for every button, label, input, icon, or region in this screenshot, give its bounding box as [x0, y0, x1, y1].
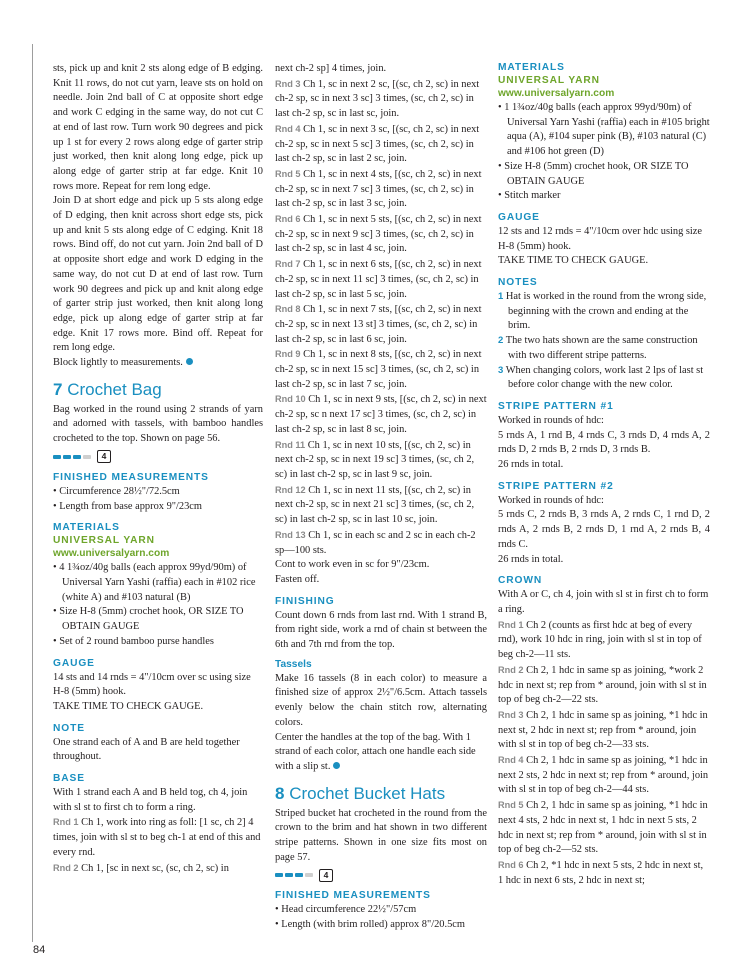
- intro-text: Striped bucket hat crocheted in the round from the crown to the brim and hat shown in two different stripe patterns. Shown in one size fits most on page 57.: [275, 807, 487, 863]
- round-text: Ch 1, sc in next 11 sts, [(sc, ch 2, sc) in next ch-2 sp, sc in next 21 sc] 3 times, (sc, ch 2, sc) in last ch-2 sp, sc in last 10 sc, join.: [275, 484, 475, 526]
- list-item: • Head circumference 22½"/57cm: [275, 904, 417, 916]
- skill-bar-icon: [83, 455, 91, 459]
- brand-name: UNIVERSAL YARN: [53, 535, 155, 547]
- round-list: [275, 77, 487, 559]
- list-item: • Length from base approx 9"/23cm: [53, 500, 202, 512]
- skill-bar-icon: [295, 873, 303, 877]
- note-number: 3: [498, 364, 504, 376]
- paragraph: 5 rnds C, 2 rnds B, 3 rnds A, 2 rnds C, 1 rnd D, 2 rnds A, 2 rnds B, 2 rnds D, 1 rnd A, 2 rnds B, 4 rnds C.: [498, 509, 710, 550]
- skill-bar-icon: [275, 873, 283, 877]
- brand-url: www.universalyarn.com: [53, 548, 170, 560]
- gauge-check: TAKE TIME TO CHECK GAUGE.: [498, 255, 649, 267]
- gauge-check: TAKE TIME TO CHECK GAUGE.: [53, 700, 204, 712]
- round-label: Rnd 1: [498, 619, 524, 630]
- gauge-text: 12 sts and 12 rnds = 4"/10cm over hdc using size H-8 (5mm) hook.: [498, 225, 703, 252]
- heading-finished-measurements: FINISHED MEASUREMENTS: [53, 471, 209, 483]
- list-item: • Stitch marker: [498, 190, 561, 202]
- paragraph: next ch-2 sp] 4 times, join.: [275, 63, 387, 74]
- list-item: • Size H-8 (5mm) crochet hook, OR SIZE TO OBTAIN GAUGE: [53, 606, 244, 633]
- yarn-weight-icon: 4: [97, 450, 111, 463]
- round-label: Rnd 6: [498, 859, 524, 870]
- round-text: Ch 2, 1 hdc in same sp as joining, *1 hdc in next 2 sts, 2 hdc in next st; rep from * around, join with sl st in top of beg ch-2—44 sts.: [498, 755, 709, 796]
- page-border-line: [32, 44, 33, 942]
- round-label: Rnd 9: [275, 349, 301, 360]
- section-title-bucket-hats: 8 Crochet Bucket Hats: [275, 783, 446, 803]
- section-title-crochet-bag: 7 Crochet Bag: [53, 379, 162, 399]
- yarn-weight-icon: 4: [319, 869, 333, 882]
- round-text: Ch 2, *1 hdc in next 5 sts, 2 hdc in next st, 1 hdc in next 6 sts, 2 hdc in next st;: [498, 859, 704, 886]
- skill-level-indicator: [275, 868, 487, 882]
- round-instruction: [275, 167, 487, 212]
- list-item: • Set of 2 round bamboo purse handles: [53, 635, 214, 647]
- heading-note: NOTE: [53, 722, 85, 734]
- note-text: When changing colors, work last 2 lps of last st before color change with the new color.: [505, 364, 704, 391]
- round-text: Ch 1, sc in next 4 sts, [(sc, ch 2, sc) in next ch-2 sp, sc in next 7 sc] 3 times, (sc, ch 2, sc) in last ch-2 sp, sc in last 3 sc, join.: [275, 168, 482, 210]
- round-text: Ch 2 (counts as first hdc at beg of every rnd), work 10 hdc in ring, join with sl st in top of beg ch-2—11 sts.: [498, 619, 702, 661]
- paragraph: Cont to work even in sc for 9"/23cm.: [275, 559, 430, 571]
- end-of-pattern-icon: [333, 762, 340, 769]
- round-label: Rnd 5: [275, 168, 301, 179]
- round-text: Ch 2, 1 hdc in same sp as joining, *1 hdc in next 4 sts, 2 hdc in next st, 1 hdc in next 5 sts, 2 hdc in next st; rep from * around, join with sl st in top of beg ch-2—52 sts.: [498, 800, 708, 856]
- round-instruction: [275, 392, 487, 437]
- heading-finished-measurements: FINISHED MEASUREMENTS: [275, 890, 431, 902]
- round-label: Rnd 11: [275, 439, 306, 450]
- paragraph: sts, pick up and knit 2 sts along edge of B edging. Knit 11 rows, do not cut yarn, leave sts on hold on needle. Join 2nd ball of C at opposite short edge and work C edging in the same way, do not cut C at end of last row. Turn work 90 degrees and pick up 1 st for every 2 rows along edge of garter strip just worked, then knit along long edge, pick up along edge of garter strip at far edge. Knit 10 rows more. Repeat for rem long edge.: [53, 63, 263, 192]
- skill-bar-icon: [73, 455, 81, 459]
- skill-bar-icon: [285, 873, 293, 877]
- heading-crown: CROWN: [498, 575, 543, 587]
- round-text: Ch 1, sc in next 2 sc, [(sc, ch 2, sc) in next ch-2 sp, sc in next 3 sc] 3 times, (sc, ch 2, sc) in last ch-2 sp, sc in last sc, join.: [275, 78, 480, 120]
- round-label: Rnd 4: [275, 123, 301, 134]
- round-instruction: [275, 347, 487, 392]
- heading-materials: MATERIALS: [498, 62, 565, 73]
- note-number: 2: [498, 335, 504, 347]
- round-text: Ch 2, 1 hdc in same sp as joining, *1 hdc in next st, 2 hdc in next st; rep from * around, join with sl st in top of beg ch-2—33 sts.: [498, 709, 708, 751]
- round-instruction: [498, 618, 710, 663]
- heading-tassels: Tassels: [275, 658, 312, 670]
- skill-bar-icon: [53, 455, 61, 459]
- note-text: The two hats shown are the same construction with two different stripe patterns.: [505, 335, 698, 361]
- list-item: • Circumference 28½"/72.5cm: [53, 485, 180, 497]
- paragraph: Make 16 tassels (8 in each color) to measure a finished size of approx 2½"/6.5cm. Attach tassels evenly below the chain stitch row, alternating colors.: [275, 672, 487, 728]
- round-instruction: Rnd 2 Ch 1, [sc in next sc, (sc, ch 2, sc) in: [53, 862, 229, 874]
- round-text: Ch 1, sc in next 5 sts, [(sc, ch 2, sc) in next ch-2 sp, sc in next 9 sc] 3 times, (sc, ch 2, sc) in last ch-2 sp, sc in last 4 sc, join.: [275, 214, 482, 255]
- paragraph: Center the handles at the top of the bag. With 1 strand of each color, attach one handle each side with a slip st.: [275, 731, 476, 772]
- round-label: Rnd 3: [498, 709, 524, 720]
- round-instruction: [275, 77, 487, 122]
- list-item: • Length (with brim rolled) approx 8"/20.5cm: [275, 919, 465, 931]
- round-instruction: [498, 708, 710, 753]
- paragraph: Join D at short edge and pick up 5 sts along edge of D edging, then knit across short edge sts, pick up and knit 5 sts along edge of C edging. Knit 18 rows. Bind off, do not cut yarn. Join 2nd ball of D at opposite short edge and work D edging in the same way, do not cut D at end of last row. Turn work 90 degrees and pick up and knit along edge of garter strip just worked, then knit along long edge, pick up along edge of garter strip at far edge. Knit 17 rows more. Bind off. Repeat for rem long edge.: [53, 195, 263, 354]
- heading-finishing: FINISHING: [275, 595, 335, 607]
- round-label: Rnd 6: [275, 214, 301, 225]
- heading-base: BASE: [53, 773, 85, 785]
- skill-bar-icon: [305, 873, 313, 877]
- round-text: Ch 1, sc in next 6 sts, [(sc, ch 2, sc) in next ch-2 sp, sc in next 11 sc] 3 times, (sc, ch 2, sc) in last ch-2 sp, sc in last 5 sc, join.: [275, 259, 482, 300]
- skill-bar-icon: [63, 455, 71, 459]
- paragraph: Fasten off.: [275, 573, 320, 585]
- intro-text: Bag worked in the round using 2 strands of yarn and adorned with tassels, with bamboo handles crocheted to the top. Shown on page 56.: [53, 403, 263, 445]
- list-item: • 4 1¾oz/40g balls (each approx 99yd/90m) of Universal Yarn Yashi (raffia) each in #102 rice (white A) and #103 natural (B): [53, 562, 256, 603]
- round-label: Rnd 7: [275, 259, 301, 270]
- paragraph: Count down 6 rnds from last rnd. With 1 strand B, from right side, work a rnd of chain st between the 6th and 7th rnd from the top.: [275, 609, 487, 651]
- round-text: Ch 1, sc in next 10 sts, [(sc, ch 2, sc) in next ch-2 sp, sc in next 19 sc] 3 times, (sc, ch 2, sc) in last ch-2 sp, sc in last 9 sc, join.: [275, 439, 475, 480]
- brand-name: UNIVERSAL YARN: [498, 75, 600, 86]
- round-label: Rnd 10: [275, 394, 306, 405]
- end-of-pattern-icon: [186, 358, 193, 365]
- note-text: Hat is worked in the round from the wrong side, beginning with the crown and ending at the brim.: [505, 291, 707, 332]
- round-label: Rnd 8: [275, 304, 301, 315]
- round-text: Ch 1, sc in next 3 sc, [(sc, ch 2, sc) in next ch-2 sp, sc in next 5 sc] 3 times, (sc, ch 2, sc) in last ch-2 sp, sc in last 2 sc, join.: [275, 123, 480, 165]
- round-text: Ch 2, 1 hdc in same sp as joining, *work 2 hdc in next st; rep from * around, join with sl st in top of beg ch-2—22 sts.: [498, 664, 707, 706]
- column-right: [498, 62, 710, 888]
- round-label: Rnd 12: [275, 484, 306, 495]
- gauge-text: 14 sts and 14 rnds = 4"/10cm over sc using size H-8 (5mm) hook.: [53, 671, 251, 698]
- round-instruction: [498, 753, 710, 798]
- list-item: • 1 1¾oz/40g balls (each approx 99yd/90m) of Universal Yarn Yashi (raffia) each in #105 bright aqua (A), #104 super pink (B), #103 natural (C) and #106 hot green (D): [498, 102, 710, 158]
- round-label: Rnd 4: [498, 755, 524, 766]
- notes-list: [498, 290, 710, 393]
- round-text: Ch 1, sc in each sc and 2 sc in each ch-2 sp—100 sts.: [275, 529, 476, 556]
- round-label: Rnd 3: [275, 78, 301, 89]
- round-instruction: [275, 528, 487, 558]
- paragraph: With A or C, ch 4, join with sl st in first ch to form a ring.: [498, 589, 709, 615]
- note-item: [498, 290, 710, 334]
- round-instruction: [275, 212, 487, 257]
- heading-stripe-pattern-1: STRIPE PATTERN #1: [498, 400, 614, 412]
- heading-materials: MATERIALS: [53, 522, 120, 534]
- round-label: Rnd 5: [498, 800, 524, 811]
- round-text: Ch 1, sc in next 8 sts, [(sc, ch 2, sc) in next ch-2 sp, sc in next 15 sc] 3 times, (sc, ch 2, sc) in last ch-2 sp, sc in last 7 sc, join.: [275, 349, 482, 390]
- note-text: One strand each of A and B are held together throughout.: [53, 736, 240, 763]
- column-middle: [275, 62, 487, 933]
- round-instruction: [275, 302, 487, 347]
- paragraph: Worked in rounds of hdc:: [498, 414, 604, 426]
- heading-notes: NOTES: [498, 277, 538, 289]
- round-label: Rnd 13: [275, 529, 306, 540]
- round-instruction: [275, 438, 487, 483]
- base-text: With 1 strand each A and B held tog, ch 4, join with sl st to first ch to form a ring.: [53, 787, 248, 813]
- round-instruction: [498, 663, 710, 708]
- heading-gauge: GAUGE: [498, 211, 540, 223]
- note-item: [498, 364, 710, 393]
- round-text: Ch 1, sc in next 9 sts, [(sc, ch 2, sc) in next ch-2 sp, sc n next 17 sc] 3 times, (sc, ch 2, sc) in last ch-2 sp, sc in last 8 sc, join.: [275, 394, 487, 435]
- heading-gauge: GAUGE: [53, 657, 95, 669]
- paragraph: 26 rnds in total.: [498, 553, 564, 565]
- round-label: Rnd 2: [498, 664, 524, 675]
- round-list: [498, 618, 710, 889]
- brand-url: www.universalyarn.com: [498, 88, 615, 99]
- round-text: Ch 1, sc in next 7 sts, [(sc, ch 2, sc) in next ch-2 sp, sc in next 13 st] 3 times, (sc, ch 2, sc) in last ch-2 sp, sc in last 6 sc, join.: [275, 304, 482, 345]
- paragraph: Block lightly to measurements.: [53, 356, 263, 371]
- round-instruction: [498, 858, 710, 888]
- page-number: 84: [33, 944, 46, 956]
- list-item: • Size H-8 (5mm) crochet hook, OR SIZE TO OBTAIN GAUGE: [498, 160, 689, 187]
- note-number: 1: [498, 291, 504, 303]
- heading-stripe-pattern-2: STRIPE PATTERN #2: [498, 480, 614, 492]
- paragraph: Worked in rounds of hdc:: [498, 494, 604, 506]
- round-instruction: [275, 483, 487, 528]
- paragraph: 26 rnds in total.: [498, 459, 564, 471]
- round-instruction: [275, 257, 487, 302]
- round-instruction: Rnd 1 Ch 1, work into ring as foll: [1 sc, ch 2] 4 times, join with sl st to beg ch-1 at end of this and every rnd.: [53, 817, 261, 858]
- round-instruction: [498, 798, 710, 858]
- column-left: [53, 62, 263, 876]
- paragraph: 5 rnds A, 1 rnd B, 4 rnds C, 3 rnds D, 4 rnds A, 2 rnds D, 2 rnds B, 2 rnds D, 3 rnds B.: [498, 429, 710, 456]
- skill-level-indicator: [53, 450, 263, 464]
- round-instruction: [275, 122, 487, 167]
- note-item: [498, 334, 710, 363]
